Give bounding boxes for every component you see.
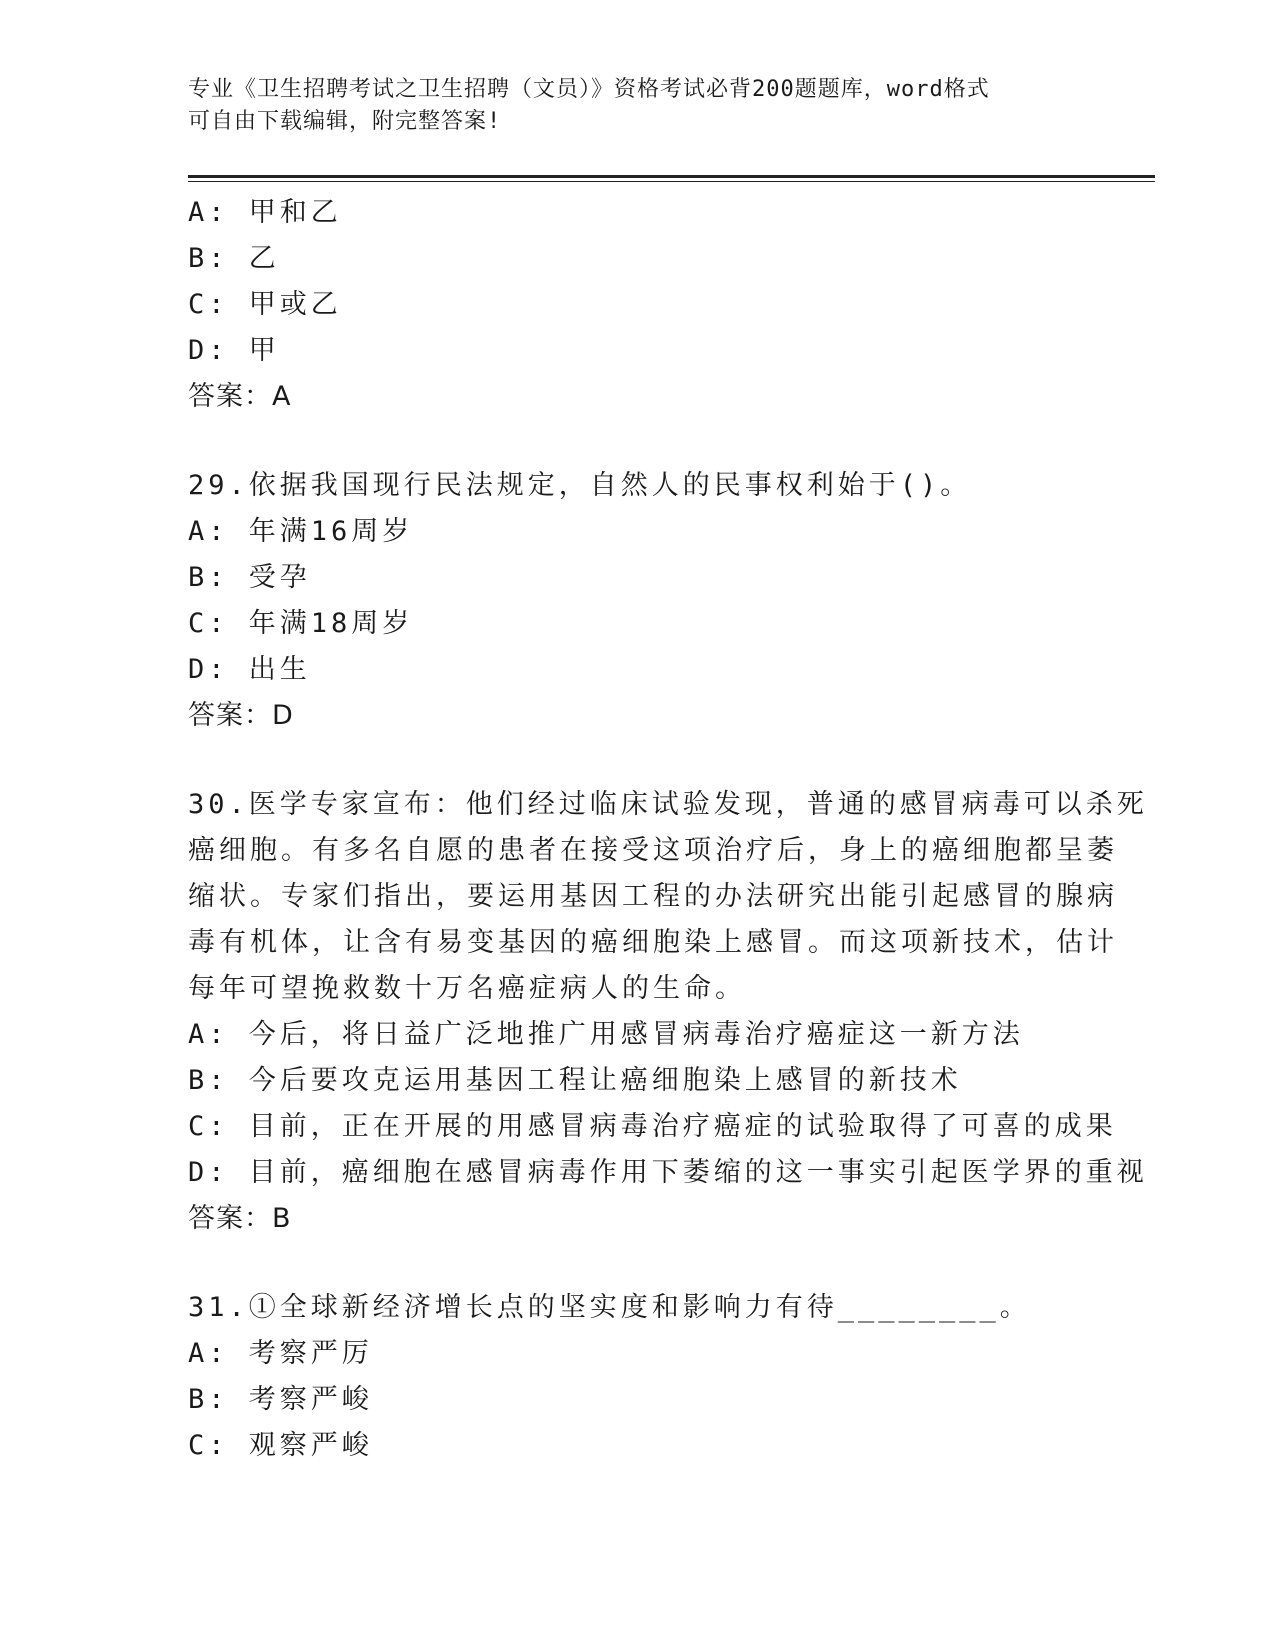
- question-30: [188, 782, 1148, 1242]
- option-b: B: 受孕: [188, 562, 311, 593]
- option-a: A: 年满16周岁: [188, 516, 414, 547]
- option-a: A: 甲和乙: [188, 197, 342, 228]
- option-b: B: 今后要攻克运用基因工程让癌细胞染上感冒的新技术: [188, 1065, 962, 1096]
- question-stem-line: 30.医学专家宣布：他们经过临床试验发现，普通的感冒病毒可以杀死: [188, 789, 1148, 820]
- answer: 答案：A: [188, 381, 292, 412]
- header-divider-thin: [188, 181, 1155, 182]
- option-d: D: 甲: [188, 335, 280, 366]
- question-stem: 31.①全球新经济增长点的坚实度和影响力有待________。: [188, 1292, 1031, 1323]
- option-c: C: 甲或乙: [188, 289, 342, 320]
- question-stem-line: 每年可望挽救数十万名癌症病人的生命。: [188, 973, 746, 1004]
- header-divider-thick: [188, 175, 1155, 178]
- option-b: B: 乙: [188, 243, 280, 274]
- option-d: D: 目前，癌细胞在感冒病毒作用下萎缩的这一事实引起医学界的重视: [188, 1157, 1148, 1188]
- header-line-1: 专业《卫生招聘考试之卫生招聘（文员）》资格考试必背200题题库，word格式: [188, 77, 990, 102]
- question-stem: 29.依据我国现行民法规定，自然人的民事权利始于()。: [188, 470, 972, 501]
- option-d: D: 出生: [188, 654, 311, 685]
- option-c: C: 年满18周岁: [188, 608, 414, 639]
- option-c: C: 观察严峻: [188, 1430, 373, 1461]
- option-b: B: 考察严峻: [188, 1384, 373, 1415]
- question-stem-line: 毒有机体，让含有易变基因的癌细胞染上感冒。而这项新技术，估计: [188, 927, 1118, 958]
- question-stem-line: 癌细胞。有多名自愿的患者在接受这项治疗后，身上的癌细胞都呈萎: [188, 835, 1118, 866]
- question-list: [188, 190, 1148, 1469]
- question-stem-line: 缩状。专家们指出，要运用基因工程的办法研究出能引起感冒的腺病: [188, 881, 1118, 912]
- document-header: [188, 74, 1068, 138]
- option-a: A: 今后，将日益广泛地推广用感冒病毒治疗癌症这一新方法: [188, 1019, 1024, 1050]
- question-31: [188, 1285, 1088, 1469]
- answer: 答案：B: [188, 1203, 292, 1234]
- question-29: [188, 463, 1088, 739]
- question-28: [188, 190, 1088, 420]
- answer: 答案：D: [188, 700, 294, 731]
- option-c: C: 目前，正在开展的用感冒病毒治疗癌症的试验取得了可喜的成果: [188, 1111, 1117, 1142]
- header-line-2: 可自由下载编辑，附完整答案!: [188, 109, 502, 134]
- option-a: A: 考察严厉: [188, 1338, 373, 1369]
